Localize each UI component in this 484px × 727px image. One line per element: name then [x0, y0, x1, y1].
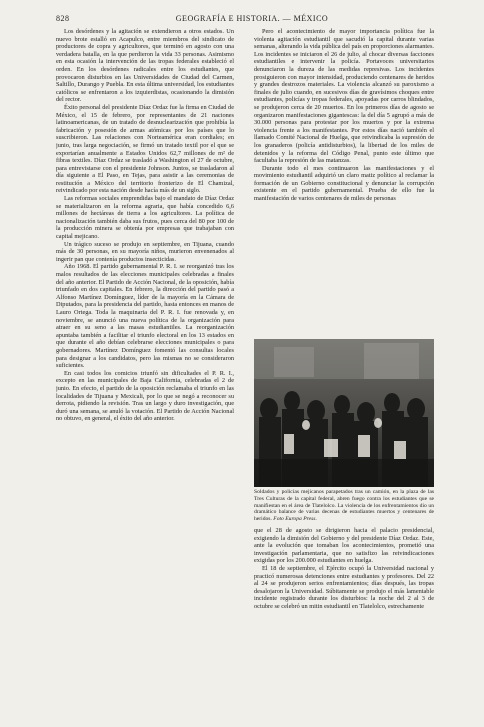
photo-caption	[254, 489, 434, 525]
caption-text: Soldados y policías mejicanos parapetados tras un camión, en la plaza de las Tres Culturas de la capital federal, abren fuego contra los estudiantes que se manifiestan en el área de Tlatelolco. La violencia de los enfrentamientos dio un dramático balance de varias decenas de estudiantes muertos y centenares de heridos.	[254, 489, 434, 523]
paragraph: que el 28 de agosto se dirigieron hacia el palacio presidencial, exigiendo la dimisión del Gobierno y del presidente Díaz Ordaz. Este, ante la evolución que tomaban los acontecimientos, prometió una investigación parlamentaria, que no satisfizo las reivindicaciones exigidas por los 200.000 estudiantes en huelga.	[254, 527, 434, 565]
news-photo	[254, 339, 434, 487]
paragraph: Éxito personal del presidente Díaz Ordaz fue la firma en Ciudad de México, el 15 de febrero, por representantes de 21 naciones latinoamericanas, de un tratado de desnuclearización que prohibía la fabricación y posesión de armas atómicas por los países que lo suscribieron. Las relaciones con Norteamérica eran cordiales; en junio, tras larga negociación, se firmó un tratado textil por el que se exportarían anualmente a Estados Unidos 62,7 millones de m² de fibras textiles. Díaz Ordaz se trasladó a Washington el 27 de octubre, para entrevistarse con el presidente Johnson. Juntos, se trasladaron al día siguiente a El Paso, en Tejas, para asistir a las ceremonias de restitución a México del territorio fronterizo de El Chamizal, reivindicado por esta nación desde hacía más de un siglo.	[56, 103, 234, 195]
crowd-photo-illustration	[254, 339, 434, 487]
paragraph: El 18 de septiembre, el Ejército ocupó la Universidad nacional y practicó numerosas detenciones entre estudiantes y profesores. Del 22 al 24 se produjeron serios enfrentamientos; días después, las tropas desalojaron la Universidad. Súbitamente se produjo el más lamentable incidente registrado durante los disturbios: la noche del 2 al 3 de octubre se celebró un mitin estudiantil en Tlatelolco, estrechamente	[254, 564, 434, 610]
paragraph: Durante todo el mes continuaron las manifestaciones y el movimiento estudiantil adquirió un claro matiz político al reclamar la formación de un Gobierno constitucional y denunciar la corrupción existente en el partido gubernamental. Prueba de ello fue la manifestación de varios centenares de miles de personas	[254, 164, 434, 203]
right-column-bottom	[254, 527, 434, 712]
paragraph: Los desórdenes y la agitación se extendieron a otros estados. Un nuevo brote estalló en Acapulco, entre miembros del sindicato de productores de copra y agricultores, que terminó en agosto con una verdadera batalla, en la que perdieron la vida 33 personas. Asimismo en esta ocasión la intervención de las tropas federales estableció el orden. En los desórdenes radicales entre los estudiantes, que provocaron disturbios en las Universidades de Ciudad del Carmen, Saltillo, Durango y Puebla. En esta última universidad, los estudiantes católicos se enfrentaron a los izquierdistas, ocasionando la dimisión del rector.	[56, 28, 234, 104]
running-title: GEOGRAFÍA E HISTORIA. — MÉXICO	[175, 14, 329, 23]
photo-credit: Foto Europa Press.	[273, 516, 317, 523]
page-number: 828	[56, 14, 70, 23]
paragraph: En casi todos los comicios triunfó sin dificultades el P. R. I., excepto en las municipales de Baja California, celebradas el 2 de junio. En efecto, el partido de la oposición reclamaba el triunfo en las localidades de Tijuana y Mexicali, por lo que se negó a reconocer su derrota, pidiendo la revisión. Tras un largo y duro investigación, que duró una semana, se anuló la votación. El Partido de Acción Nacional no obtuvo, en general, el éxito del año anterior.	[56, 369, 234, 423]
paragraph: Un trágico suceso se produjo en septiembre, en Tijuana, cuando más de 30 personas, en su mayoría niños, murieron envenenados al ingerir pan que contenía productos insecticidas.	[56, 240, 234, 263]
paragraph: Las reformas sociales emprendidas bajo el mandato de Díaz Ordaz se materializaron en la reforma agraria, que había concedido 6,6 millones de hectáreas de tierra a los agricultores. La política de nacionalización también daba sus frutos, pues cerca del 80 por 100 de la producción minera se obtenía por empresas que trabajaban con capital mejicano.	[56, 195, 234, 241]
left-column	[56, 28, 234, 712]
paragraph: Pero el acontecimiento de mayor importancia política fue la violenta agitación estudiantil que sacudió la capital durante varias semanas, alterando la vida pública del país en proporciones alarmantes. Los incidentes se iniciaron el 26 de julio, al chocar diversas facciones estudiantiles e intervenir la policía. Portavoces universitarios denunciaron la dureza de las medidas represivas. Los incidentes prosiguieron con mayor intensidad, produciendo centenares de heridos y grandes destrozos materiales. La violencia alcanzó su paroxismo a finales de julio cuando, en sucesivos días de gravísimos choques entre estudiantes, policías y tropas federales, apoyadas por carros blindados, se produjeron cerca de 20 muertos. En los primeros días de agosto se organizaron manifestaciones gigantescas: la del día 5 agrupó a más de 30.000 personas para protestar por los muertos y por la extrema violencia frente a los manifestantes. Por estos días nació también el llamado Comité Nacional de Huelga, que reivindicaba la supresión de los granaderos (policía antidisturbios), la libertad de los miles de detenidos y la reforma del Código Penal, punto este último que facultaba la represión de las matanzas.	[254, 28, 434, 165]
running-header	[56, 14, 448, 26]
right-column-top	[254, 28, 434, 335]
paragraph: Año 1968. El partido gubernamental P. R. I. se reorganizó tras los malos resultados de las elecciones municipales celebradas a finales del año anterior. El Partido de Acción Nacional, de la oposición, había triunfado en dos capitales. En febrero, la dirección del partido pasó a Alfonso Martínez Domínguez, líder de la mayoría en la Cámara de Diputados, para la presidencia del partido, hasta entonces en manos de Lauro Ortega. Toda la maquinaria del P. R. I. fue renovada y, en noviembre, se anunció una nueva política de la organización para atraer en su seno a las masas estudiantiles. La reorganización apuntaba también a facilitar el triunfo electoral en los 13 estados en que durante el año debían celebrarse elecciones municipales o para gobernadores. Martínez Domínguez fomentó las consultas locales para designar a los candidatos, pero las mismas no se consideraron suficientes.	[56, 263, 234, 370]
